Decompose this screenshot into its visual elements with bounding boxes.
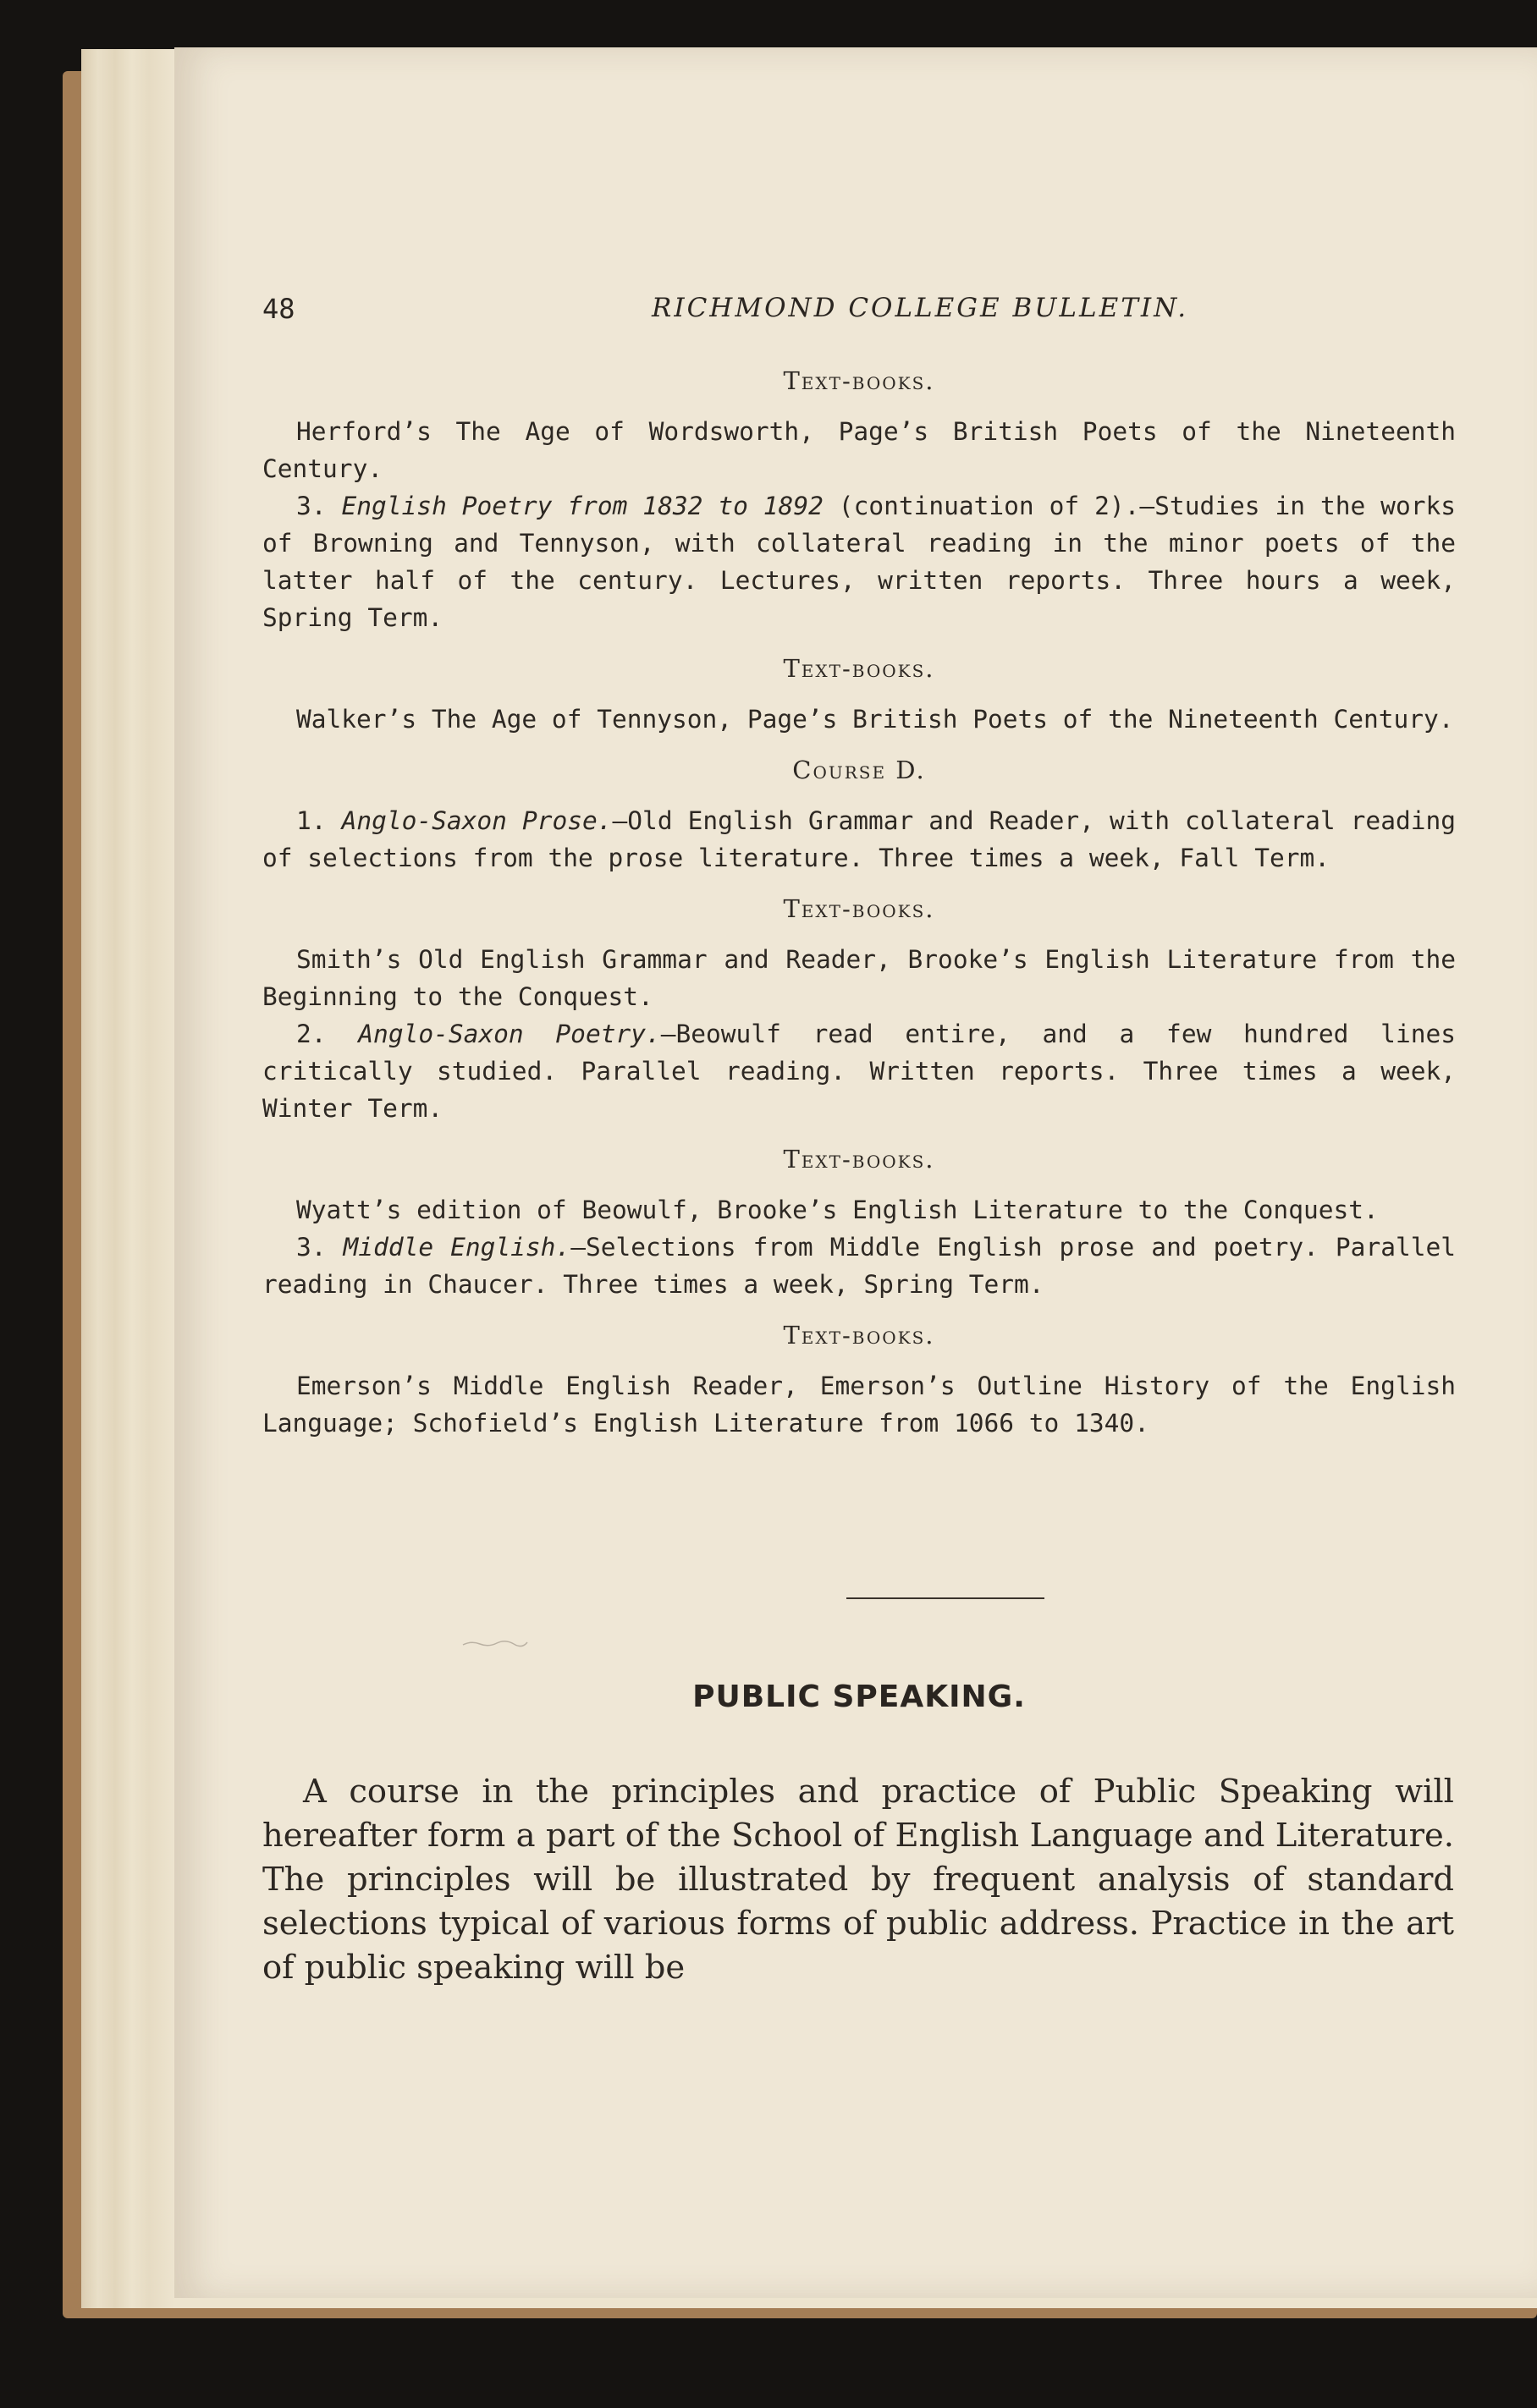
course-body: (continuation of 2).—Studies in the works of Browning and Tennyson, with collateral reading in the minor poets of the latter half of the century. Lectures, written reports. Three hours a week, Spring Term.: [262, 492, 1456, 632]
textbook-list: Herford’s The Age of Wordsworth, Page’s British Poets of the Nineteenth Century.: [262, 417, 1456, 483]
running-head-title: RICHMOND COLLEGE BULLETIN.: [652, 293, 1189, 323]
ink-smudge: [461, 1639, 529, 1647]
course-number: 1.: [296, 806, 327, 835]
page-number: 48: [262, 293, 295, 325]
textbook-list: Smith’s Old English Grammar and Reader, Brooke’s English Literature from the Beginning to the Conquest.: [262, 945, 1456, 1011]
textbooks-heading: Text-books.: [783, 894, 935, 923]
course-body: —Old English Grammar and Reader, with collateral reading of selections from the prose literature. Three times a week, Fall Term.: [262, 806, 1456, 872]
textbook-list: Wyatt’s edition of Beowulf, Brooke’s English Literature to the Conquest.: [296, 1196, 1379, 1224]
textbooks-heading: Text-books.: [783, 1145, 935, 1174]
textbooks-heading: Text-books.: [783, 654, 935, 683]
textbooks-heading: Text-books.: [783, 366, 935, 395]
course-description: [262, 1015, 1456, 1127]
public-speaking-paragraph: A course in the principles and practice of Public Speaking will hereafter form a part of the School of English Language and Literature. The principles will be illustrated by frequent analysis of standard selections typical of various forms of public address. Practice in the art of public speaking will be: [262, 1773, 1454, 1987]
course-body: —Selections from Middle English prose and poetry. Parallel reading in Chaucer. Three times a week, Spring Term.: [262, 1233, 1457, 1299]
course-description: [262, 487, 1456, 636]
textbooks-heading: Course D.: [792, 756, 926, 784]
course-description: [262, 802, 1456, 877]
running-head: [262, 288, 1452, 338]
course-body: —Beowulf read entire, and a few hundred lines critically studied. Parallel reading. Written reports. Three times a week, Winter Term.: [262, 1020, 1456, 1123]
course-description: [262, 1229, 1456, 1303]
course-number: 2.: [296, 1020, 327, 1048]
textbooks-heading: Text-books.: [783, 1321, 935, 1350]
section-divider: [846, 1597, 1044, 1599]
course-listing: [262, 364, 1456, 1442]
textbook-list: Emerson’s Middle English Reader, Emerson’s Outline History of the English Language; Schofield’s English Literature from 1066 to 1340.: [262, 1372, 1456, 1438]
course-title: English Poetry from 1832 to 1892: [341, 492, 824, 520]
textbook-list: Walker’s The Age of Tennyson, Page’s British Poets of the Nineteenth Century.: [296, 705, 1454, 734]
course-number: 3.: [296, 492, 327, 520]
course-title: Anglo-Saxon Poetry.: [358, 1020, 661, 1048]
course-title: Middle English.: [343, 1233, 571, 1262]
section-title-public-speaking: PUBLIC SPEAKING.: [692, 1680, 1026, 1714]
course-number: 3.: [296, 1233, 327, 1262]
course-title: Anglo-Saxon Prose.: [341, 806, 613, 835]
